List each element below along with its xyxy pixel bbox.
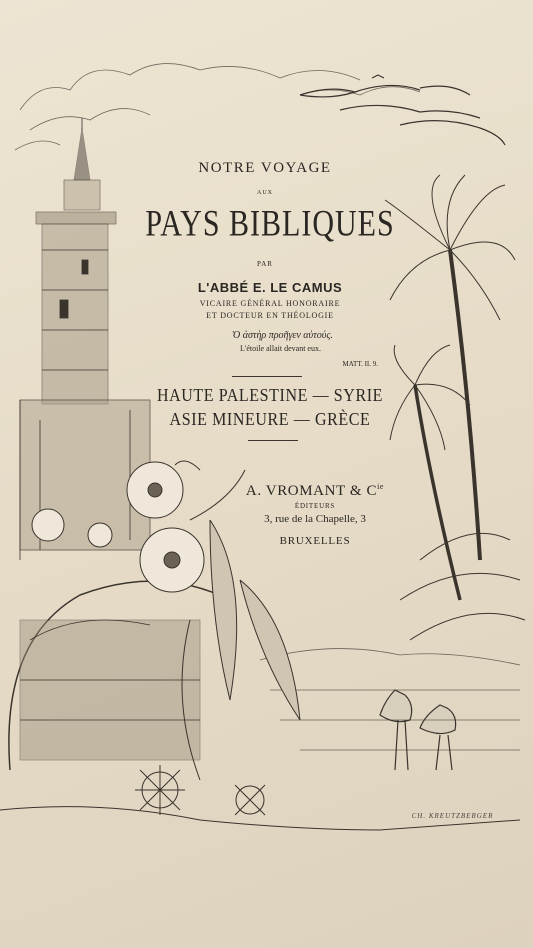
engraver-signature: CH. KREUTZBERGER bbox=[411, 812, 494, 820]
regions-line2: ASIE MINEURE — GRÈCE bbox=[169, 410, 371, 430]
birds bbox=[300, 75, 505, 145]
author-title-2: ET DOCTEUR EN THÉOLOGIE bbox=[206, 311, 334, 320]
epigraph-greek: Ὁ ἀστὴρ προῆγεν αὐτούς. bbox=[232, 330, 333, 341]
publisher-text: A. VROMANT & C bbox=[245, 483, 378, 499]
thistles bbox=[0, 765, 520, 830]
title-aux: AUX bbox=[257, 190, 273, 196]
author-title-1: VICAIRE GÉNÉRAL HONORAIRE bbox=[199, 299, 341, 308]
regions-line1: HAUTE PALESTINE — SYRIE bbox=[156, 386, 384, 406]
main-title: PAYS BIBLIQUES bbox=[145, 203, 395, 245]
storks bbox=[380, 690, 456, 770]
divider-top bbox=[232, 376, 302, 377]
title-line1: NOTRE VOYAGE bbox=[198, 160, 332, 176]
publisher-city: BRUXELLES bbox=[279, 535, 351, 547]
divider-bottom bbox=[248, 440, 298, 441]
epigraph-french: L'étoile allait devant eux. bbox=[240, 344, 321, 353]
palm-trees bbox=[385, 175, 525, 640]
epigraph-reference: MATT. II. 9. bbox=[342, 360, 378, 368]
par-label: PAR bbox=[257, 260, 273, 268]
landscape-vignette bbox=[9, 581, 230, 770]
author-name: L'ABBÉ E. LE CAMUS bbox=[197, 280, 343, 295]
publisher-name bbox=[215, 482, 415, 500]
publisher-superscript: ie bbox=[377, 482, 385, 491]
publisher-role: ÉDITEURS bbox=[294, 502, 336, 510]
publisher-address: 3, rue de la Chapelle, 3 bbox=[264, 513, 366, 525]
